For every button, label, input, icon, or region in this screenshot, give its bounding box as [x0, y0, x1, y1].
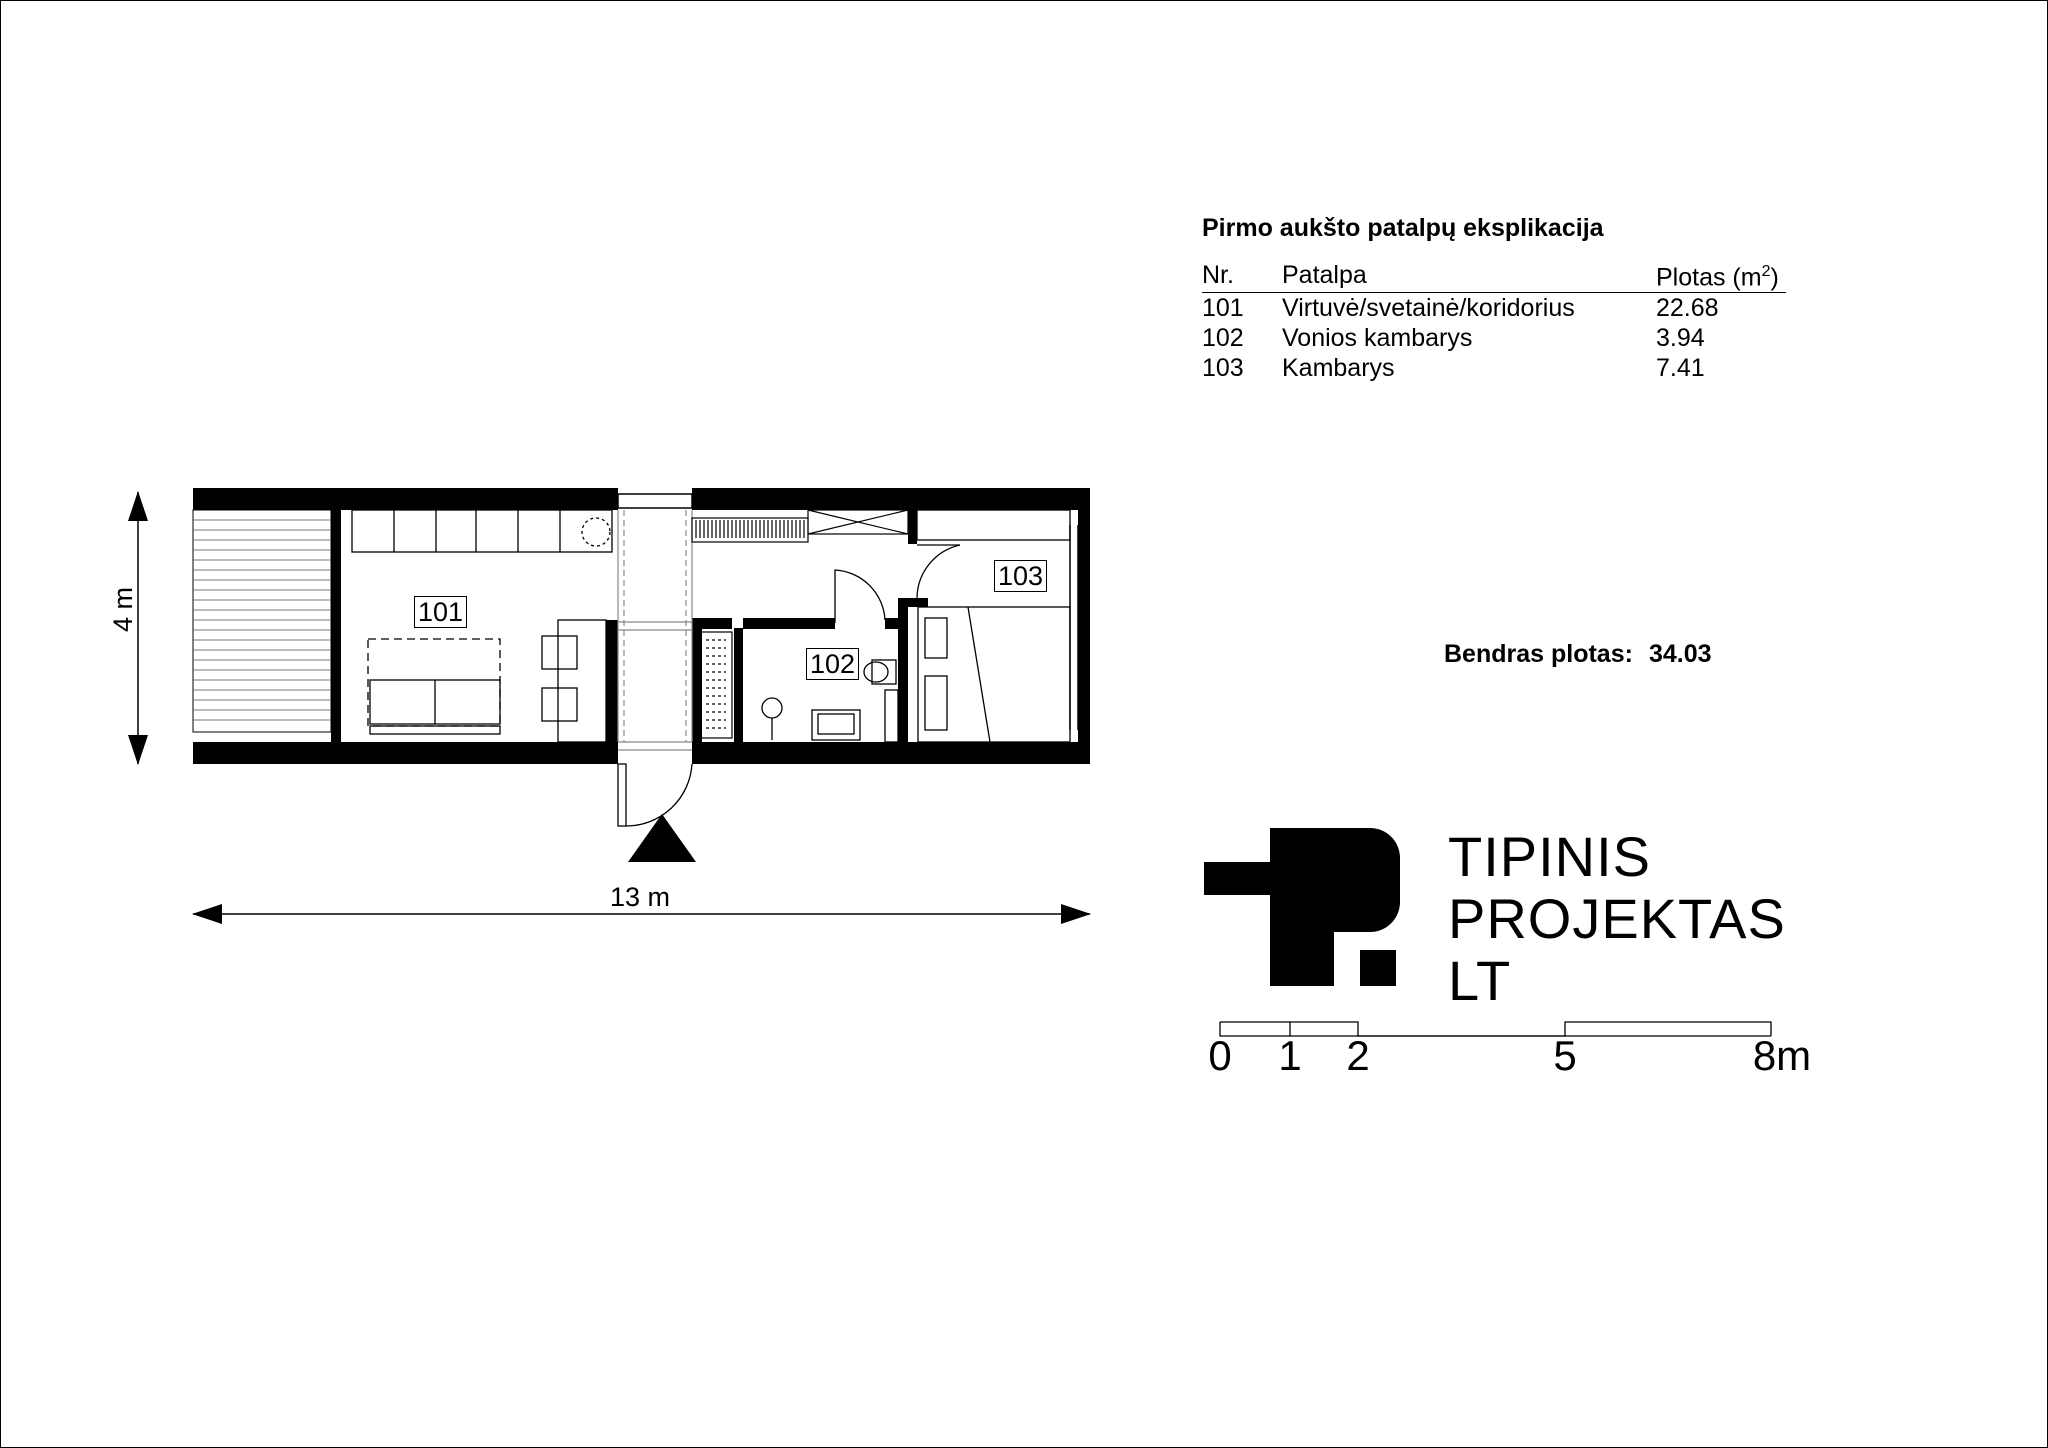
entrance-door	[618, 764, 692, 826]
header-nr: Nr.	[1202, 257, 1282, 293]
brand-line-1: TIPINIS	[1448, 825, 1652, 888]
row-area: 7.41	[1656, 354, 1705, 383]
scale-label-1: 1	[1278, 1032, 1302, 1079]
total-area	[1444, 640, 1712, 669]
brand-wordmark	[1448, 826, 1786, 1012]
bedroom-furniture	[917, 510, 1070, 742]
sofa	[368, 639, 500, 734]
legend-title: Pirmo aukšto patalpų eksplikacija	[1202, 214, 1604, 242]
legend-header-row	[1202, 257, 1786, 293]
dining-table	[542, 620, 606, 742]
total-area-value: 34.03	[1648, 640, 1712, 668]
row-room: Kambarys	[1282, 354, 1395, 383]
row-area: 3.94	[1656, 324, 1705, 353]
room-tag-102: 102	[806, 648, 859, 680]
total-area-label: Bendras plotas:	[1444, 640, 1633, 668]
scale-bar	[1220, 1022, 1771, 1036]
room-legend	[1202, 214, 1802, 383]
brand-line-3: LT	[1448, 949, 1512, 1012]
room-tag-103: 103	[994, 560, 1047, 592]
logo-mark	[1204, 828, 1400, 986]
terrace	[193, 510, 331, 732]
row-nr: 101	[1202, 294, 1244, 323]
table-row	[1202, 323, 1786, 353]
scale-label-5: 5	[1553, 1032, 1577, 1079]
row-room: Virtuvė/svetainė/koridorius	[1282, 294, 1575, 323]
row-room: Vonios kambarys	[1282, 324, 1473, 353]
scale-label-2: 2	[1346, 1032, 1370, 1079]
windows	[618, 494, 1078, 730]
row-nr: 103	[1202, 354, 1244, 383]
entrance-marker-icon	[628, 814, 696, 862]
brand-line-2: PROJEKTAS	[1448, 887, 1786, 950]
kitchen-counter	[352, 510, 612, 552]
scale-label-0: 0	[1208, 1032, 1232, 1079]
table-row	[1202, 293, 1786, 324]
table-row	[1202, 353, 1786, 383]
legend-table	[1202, 257, 1786, 383]
walls	[193, 488, 1090, 764]
row-area: 22.68	[1656, 294, 1719, 323]
room-tag-101: 101	[414, 596, 467, 628]
scale-label-8m: 8m	[1752, 1032, 1812, 1079]
header-area: Plotas $(m^2)$	[1656, 257, 1786, 293]
terrace-boards	[193, 520, 331, 720]
width-dimension-label: 13 m	[610, 882, 671, 912]
depth-dimension-label: 4 m	[108, 586, 138, 632]
row-nr: 102	[1202, 324, 1244, 353]
header-room: Patalpa	[1282, 257, 1656, 293]
entrance-corridor	[618, 510, 692, 750]
